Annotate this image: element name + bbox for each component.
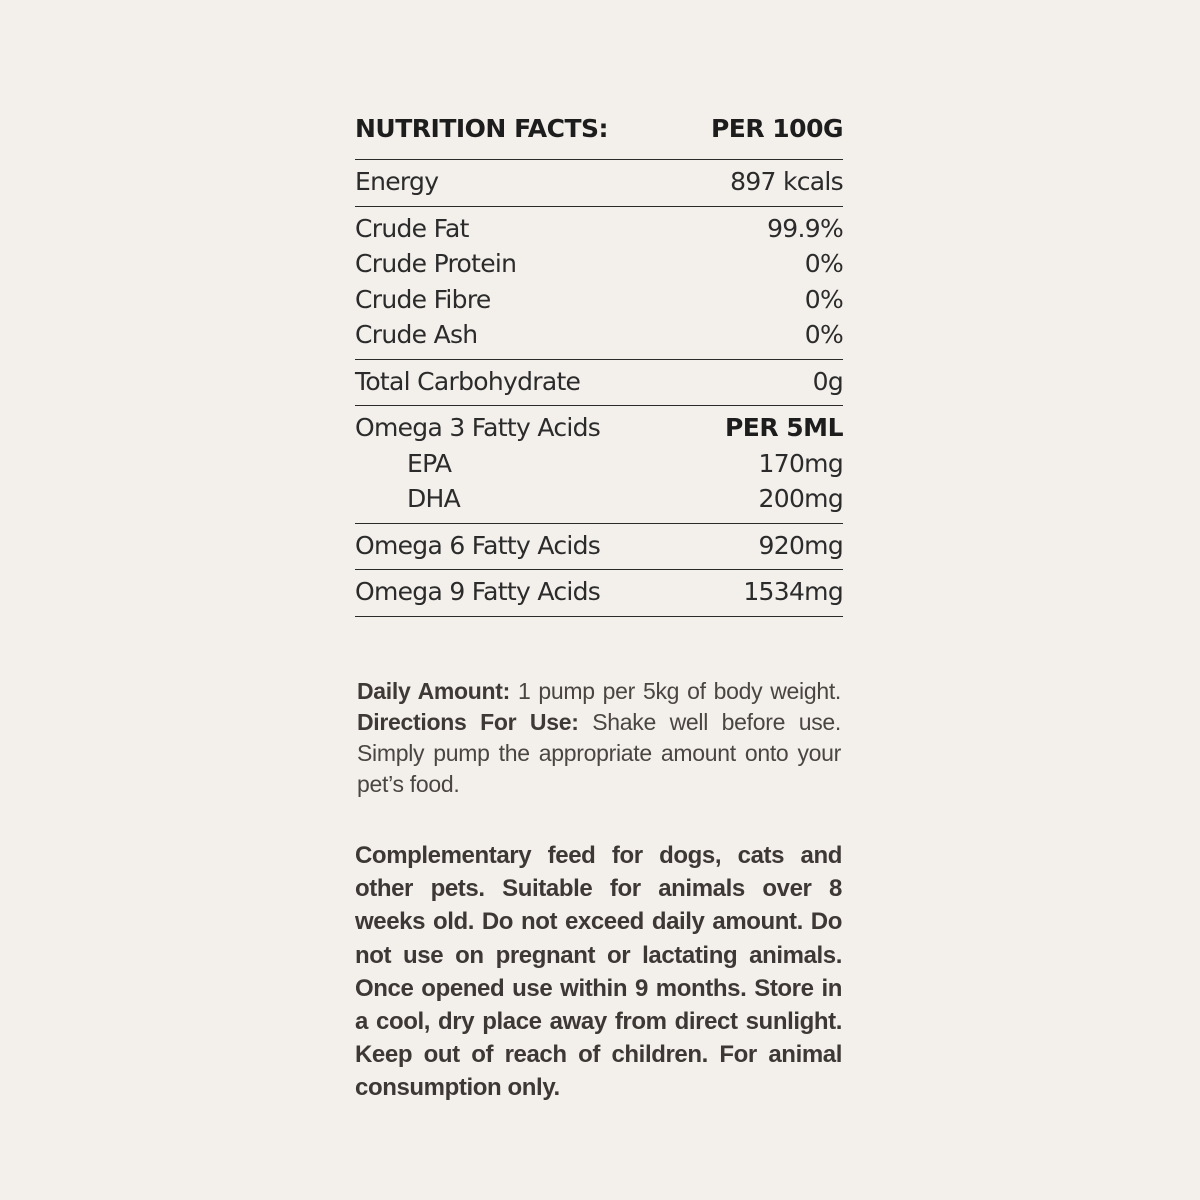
table-row bbox=[355, 574, 843, 610]
omega9-group bbox=[355, 570, 843, 617]
table-row bbox=[355, 481, 843, 517]
table-row bbox=[355, 528, 843, 564]
directions-label: Directions For Use: bbox=[357, 709, 579, 735]
row-label: Crude Protein bbox=[355, 249, 517, 279]
table-basis: PER 100G bbox=[710, 113, 843, 143]
table-row bbox=[355, 164, 843, 200]
omega3-group bbox=[355, 406, 843, 524]
row-value: 170mg bbox=[758, 448, 843, 478]
row-label: Crude Ash bbox=[355, 320, 478, 350]
row-value: 99.9% bbox=[767, 213, 843, 243]
table-row bbox=[355, 410, 843, 446]
directions-text: Shake well before use. Simply pump the appropriate amount onto your pet’s food. bbox=[357, 709, 841, 797]
row-basis: PER 5ML bbox=[724, 413, 843, 443]
table-header bbox=[355, 108, 843, 160]
row-label: EPA bbox=[407, 448, 452, 478]
row-value: 1534mg bbox=[743, 577, 843, 607]
row-value: 920mg bbox=[758, 530, 843, 560]
daily-amount-label: Daily Amount: bbox=[357, 678, 510, 704]
table-row bbox=[355, 211, 843, 247]
row-value: 897 kcals bbox=[730, 167, 843, 197]
row-value: 0% bbox=[804, 249, 843, 279]
row-label: Total Carbohydrate bbox=[355, 366, 581, 396]
row-label: Omega 3 Fatty Acids bbox=[355, 413, 601, 443]
row-value: 200mg bbox=[758, 484, 843, 514]
row-label: Crude Fibre bbox=[355, 284, 491, 314]
row-label: Energy bbox=[355, 167, 439, 197]
omega6-group bbox=[355, 524, 843, 571]
row-label: DHA bbox=[407, 484, 461, 514]
row-label: Crude Fat bbox=[355, 213, 469, 243]
row-value: 0% bbox=[804, 320, 843, 350]
crude-group bbox=[355, 207, 843, 360]
row-value: 0g bbox=[812, 366, 843, 396]
table-row bbox=[355, 446, 843, 482]
directions-paragraph bbox=[357, 676, 841, 800]
row-label: Omega 6 Fatty Acids bbox=[355, 530, 601, 560]
carbohydrate-group bbox=[355, 360, 843, 407]
energy-group bbox=[355, 160, 843, 207]
warning-paragraph: Complementary feed for dogs, cats and other pets. Suitable for animals over 8 weeks old. Do not exceed daily amount. Do not use on pregnant or lactating animals. Once opened use within 9 months. Store in a cool, dry place away from direct sunlight. Keep out of reach of children. For animal consumption only. bbox=[355, 842, 842, 1102]
row-label: Omega 9 Fatty Acids bbox=[355, 577, 601, 607]
row-value: 0% bbox=[804, 284, 843, 314]
table-title: NUTRITION FACTS: bbox=[355, 113, 609, 143]
table-row bbox=[355, 364, 843, 400]
table-row bbox=[355, 317, 843, 353]
table-row bbox=[355, 282, 843, 318]
daily-amount-text: 1 pump per 5kg of body weight. bbox=[517, 678, 841, 704]
table-row bbox=[355, 246, 843, 282]
nutrition-facts-table bbox=[355, 108, 843, 617]
